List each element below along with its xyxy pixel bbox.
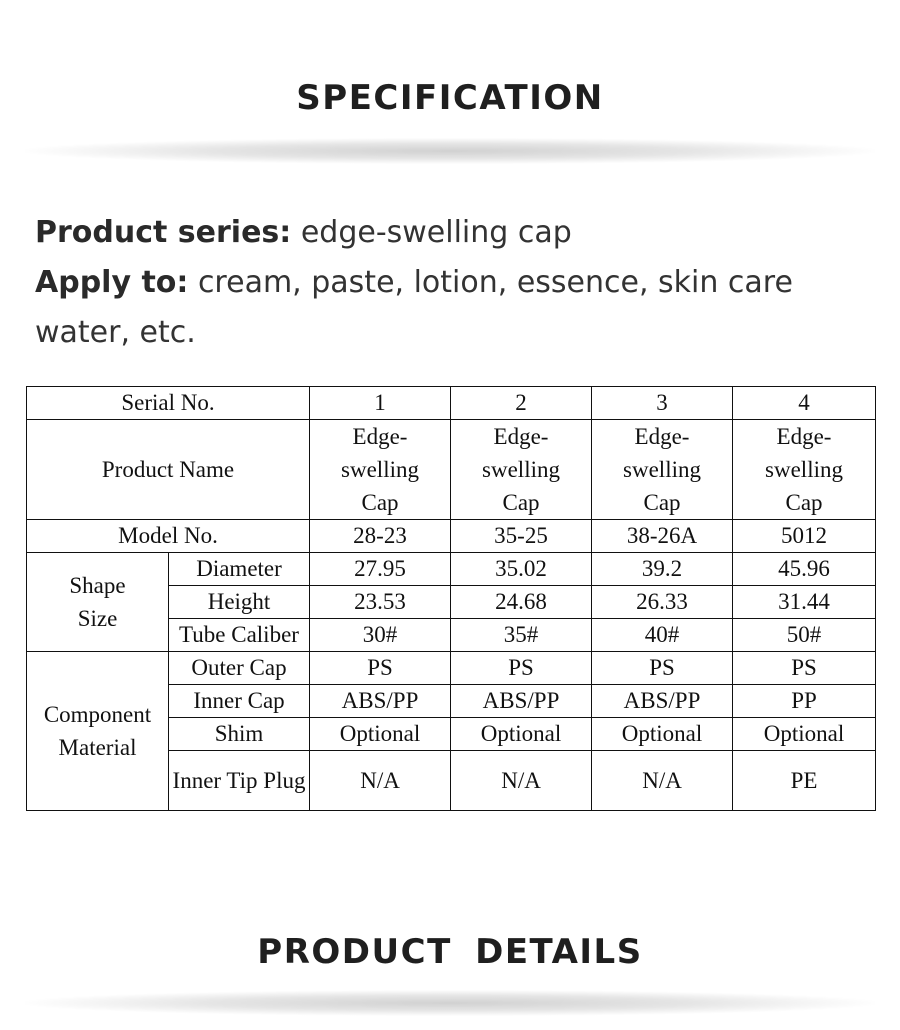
outer-cap-cell: PS [733, 652, 876, 685]
shim-cell: Optional [451, 718, 592, 751]
inner-cap-label: Inner Cap [169, 685, 310, 718]
heading-shadow-divider [25, 990, 875, 1016]
height-cell: 24.68 [451, 586, 592, 619]
product-name-line: Cap [643, 490, 681, 515]
height-cell: 31.44 [733, 586, 876, 619]
inner-tip-plug-cell: N/A [451, 751, 592, 811]
height-label: Height [169, 586, 310, 619]
outer-cap-cell: PS [310, 652, 451, 685]
component-material-group-label [27, 652, 169, 811]
model-no-header: Model No. [27, 520, 310, 553]
product-series-label: Product series: [35, 215, 292, 250]
diameter-label: Diameter [169, 553, 310, 586]
inner-tip-plug-label: Inner Tip Plug [169, 751, 310, 811]
product-name-line: Cap [361, 490, 399, 515]
shim-cell: Optional [310, 718, 451, 751]
table-row [27, 420, 876, 520]
product-name-cell [733, 420, 876, 520]
product-name-line: Edge- [493, 424, 549, 449]
product-name-line: Edge- [776, 424, 832, 449]
product-series-line [35, 208, 875, 258]
diameter-cell: 35.02 [451, 553, 592, 586]
product-name-line: Edge- [634, 424, 690, 449]
model-cell: 38-26A [592, 520, 733, 553]
tube-caliber-label: Tube Caliber [169, 619, 310, 652]
model-cell: 35-25 [451, 520, 592, 553]
outer-cap-cell: PS [592, 652, 733, 685]
inner-cap-cell: ABS/PP [592, 685, 733, 718]
height-cell: 23.53 [310, 586, 451, 619]
product-name-cell [592, 420, 733, 520]
table-row [27, 520, 876, 553]
product-name-line: swelling [341, 457, 419, 482]
inner-cap-cell: ABS/PP [310, 685, 451, 718]
serial-cell: 3 [592, 387, 733, 420]
product-name-line: Edge- [352, 424, 408, 449]
apply-to-line [35, 258, 875, 358]
shim-cell: Optional [733, 718, 876, 751]
outer-cap-cell: PS [451, 652, 592, 685]
serial-cell: 4 [733, 387, 876, 420]
product-details-heading: PRODUCT DETAILS [257, 932, 643, 972]
component-label-line: Material [58, 735, 137, 760]
product-name-line: Cap [785, 490, 823, 515]
product-name-line: swelling [623, 457, 701, 482]
table-row [27, 652, 876, 685]
product-name-line: swelling [482, 457, 560, 482]
product-name-line: Cap [502, 490, 540, 515]
height-cell: 26.33 [592, 586, 733, 619]
shape-size-label-line: Shape [69, 573, 126, 598]
model-cell: 28-23 [310, 520, 451, 553]
product-name-cell [310, 420, 451, 520]
product-name-header: Product Name [27, 420, 310, 520]
shape-size-group-label [27, 553, 169, 652]
tube-caliber-cell: 30# [310, 619, 451, 652]
inner-cap-cell: PP [733, 685, 876, 718]
serial-cell: 2 [451, 387, 592, 420]
diameter-cell: 27.95 [310, 553, 451, 586]
diameter-cell: 39.2 [592, 553, 733, 586]
serial-no-header: Serial No. [27, 387, 310, 420]
apply-to-label: Apply to: [35, 265, 189, 300]
shape-size-label-line: Size [77, 606, 118, 631]
specification-table [26, 386, 876, 811]
shim-cell: Optional [592, 718, 733, 751]
tube-caliber-cell: 35# [451, 619, 592, 652]
product-series-value: edge-swelling cap [291, 215, 572, 250]
table-row [27, 553, 876, 586]
product-name-cell [451, 420, 592, 520]
product-info [35, 208, 875, 358]
diameter-cell: 45.96 [733, 553, 876, 586]
shim-label: Shim [169, 718, 310, 751]
inner-tip-plug-cell: N/A [592, 751, 733, 811]
inner-tip-plug-cell: PE [733, 751, 876, 811]
tube-caliber-cell: 40# [592, 619, 733, 652]
inner-cap-cell: ABS/PP [451, 685, 592, 718]
component-label-line: Component [43, 702, 152, 727]
specification-heading: SPECIFICATION [296, 78, 604, 118]
tube-caliber-cell: 50# [733, 619, 876, 652]
serial-cell: 1 [310, 387, 451, 420]
inner-tip-plug-cell: N/A [310, 751, 451, 811]
product-name-line: swelling [765, 457, 843, 482]
outer-cap-label: Outer Cap [169, 652, 310, 685]
heading-shadow-divider [25, 138, 875, 164]
model-cell: 5012 [733, 520, 876, 553]
apply-to-value: cream, paste, lotion, essence, skin care water, etc. [35, 265, 793, 350]
table-row [27, 387, 876, 420]
